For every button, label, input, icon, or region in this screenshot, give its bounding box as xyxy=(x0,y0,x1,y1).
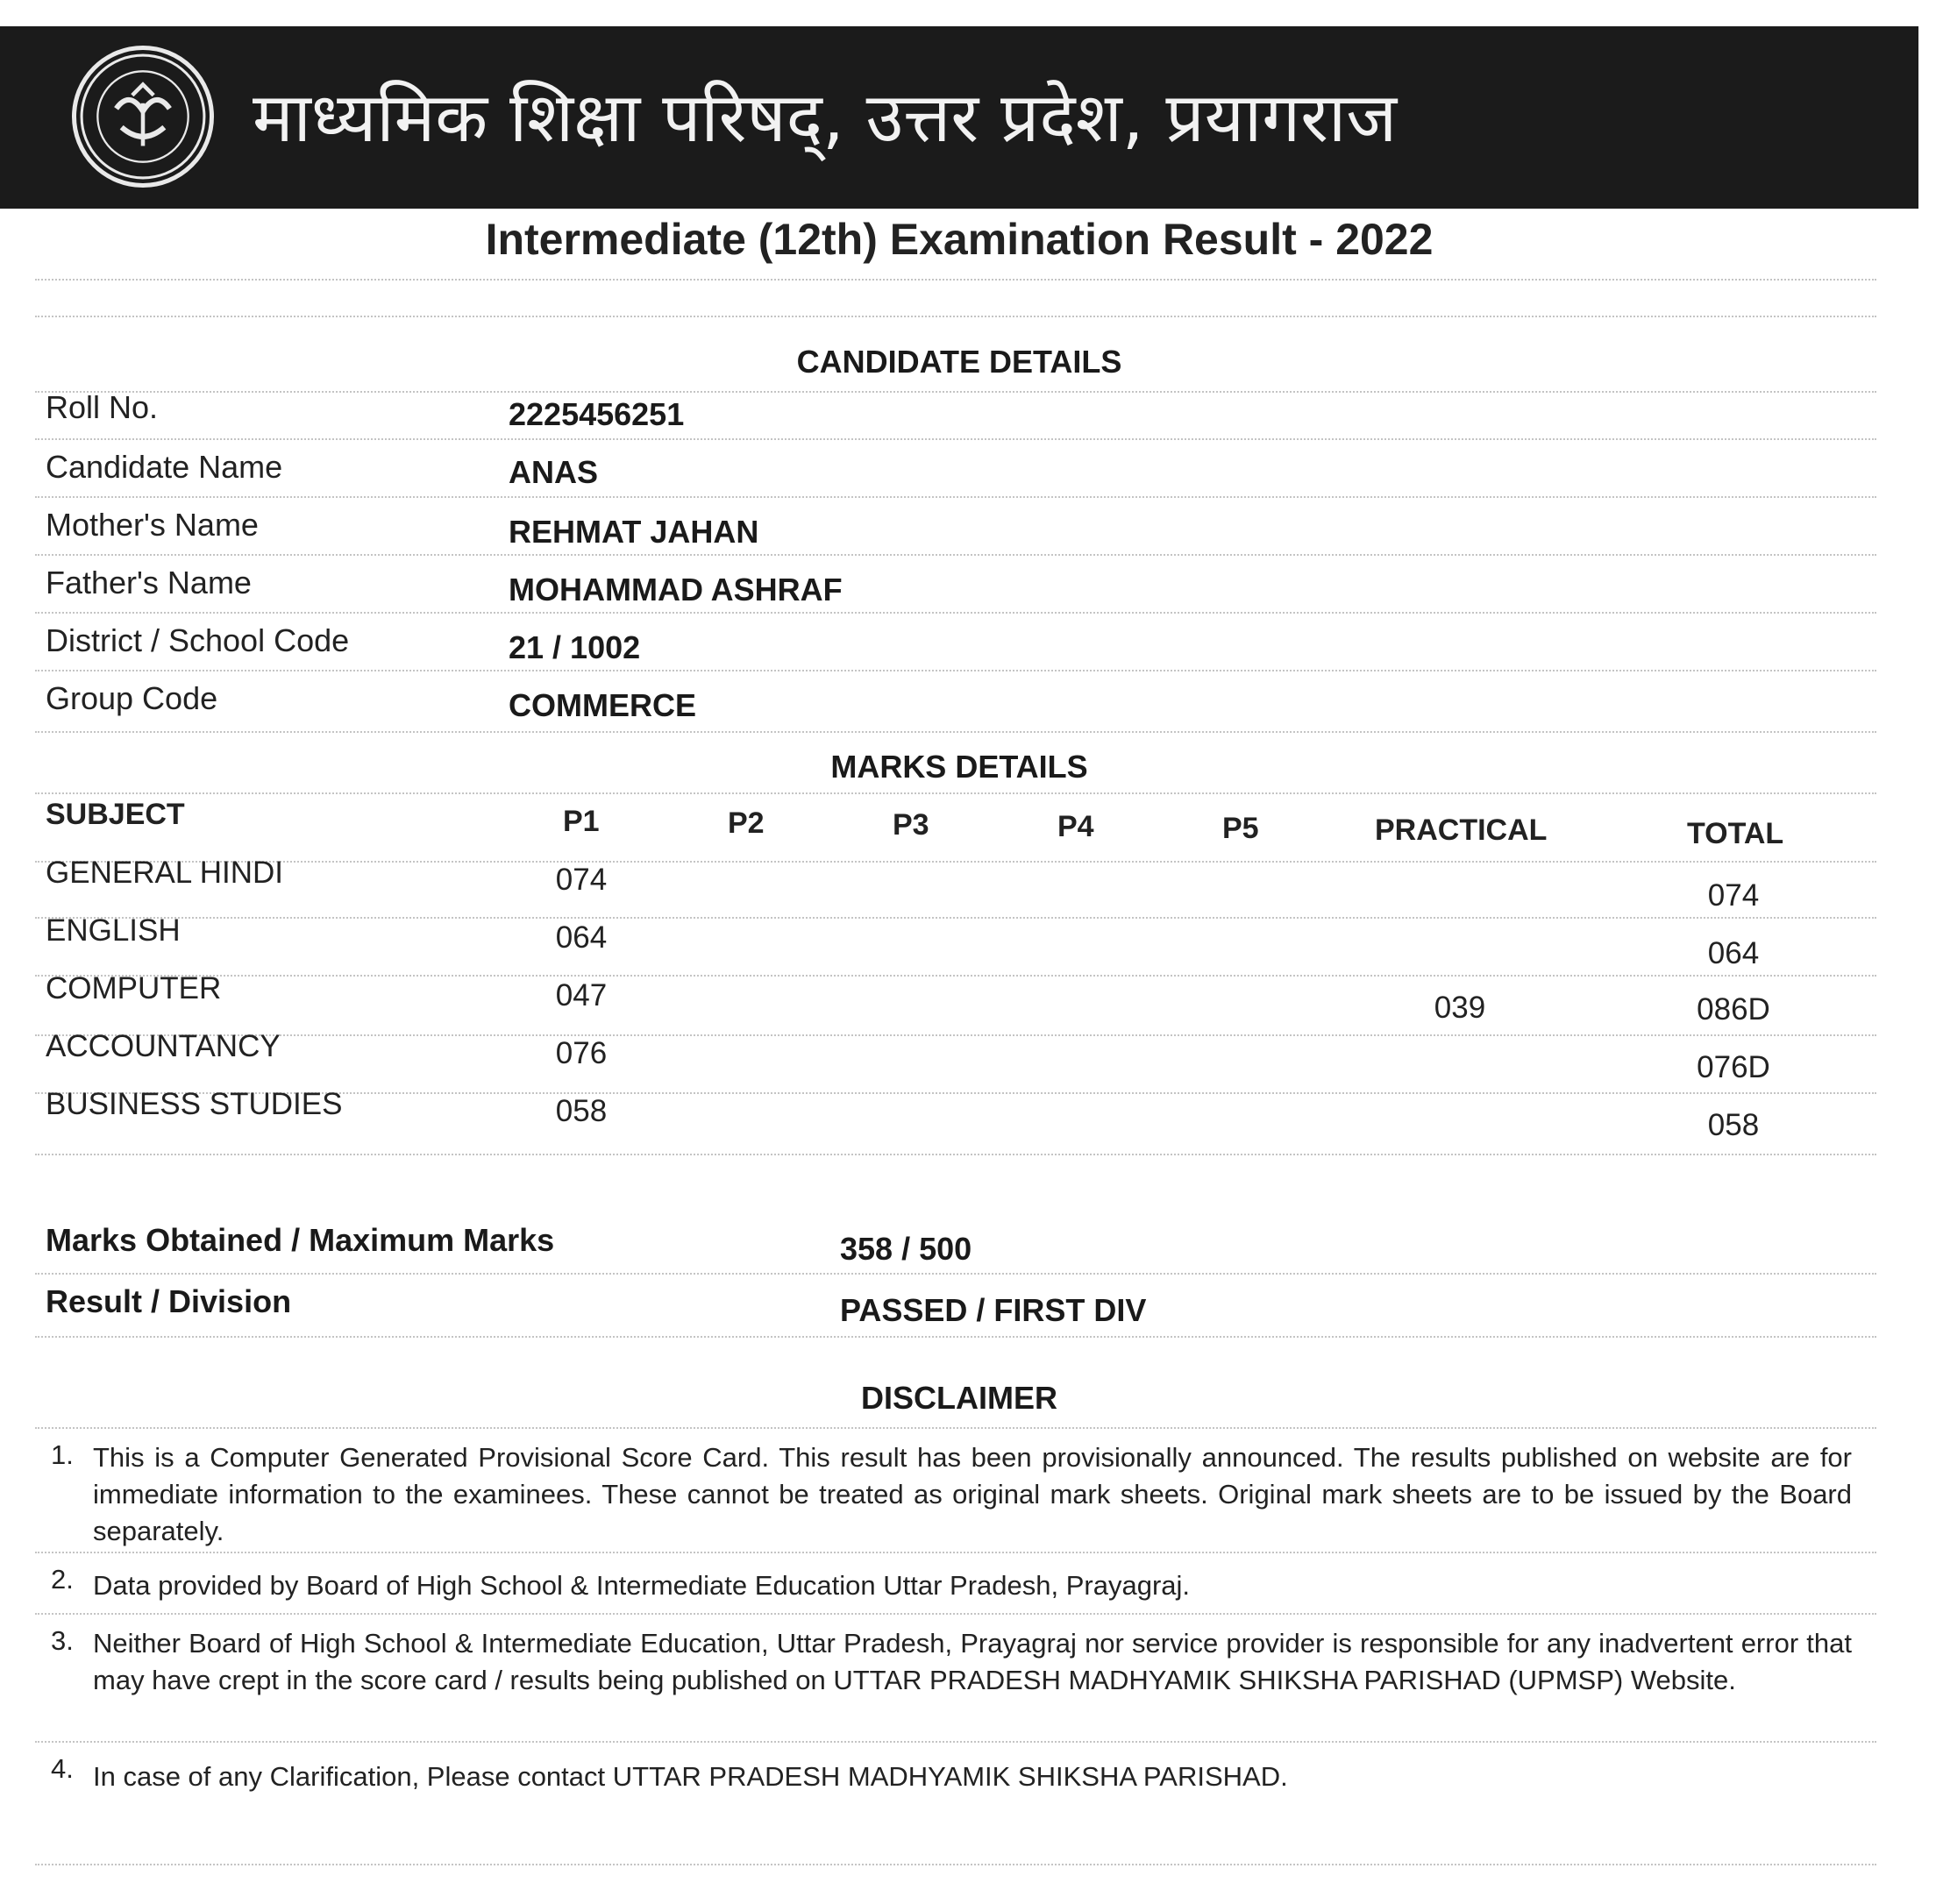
subject-name: COMPUTER xyxy=(46,971,222,1005)
candidate-name-value: ANAS xyxy=(509,454,599,490)
candidate-name-label: Candidate Name xyxy=(46,449,283,485)
mother-name-label: Mother's Name xyxy=(46,507,259,543)
col-header-p3: P3 xyxy=(893,808,929,842)
divider xyxy=(35,1741,1876,1743)
result-division-value: PASSED / FIRST DIV xyxy=(840,1292,1147,1328)
marks-obtained-value: 358 / 500 xyxy=(840,1231,972,1267)
roll-no-label: Roll No. xyxy=(46,389,159,425)
subject-name: BUSINESS STUDIES xyxy=(46,1087,343,1121)
divider xyxy=(35,792,1876,794)
father-name-value: MOHAMMAD ASHRAF xyxy=(509,572,843,607)
total-mark: 086D xyxy=(1697,992,1770,1027)
divider xyxy=(35,554,1876,556)
col-header-p2: P2 xyxy=(728,806,765,840)
divider xyxy=(35,612,1876,614)
disclaimer-text: Data provided by Board of High School & Intermediate Education Uttar Pradesh, Prayagraj. xyxy=(93,1570,1191,1601)
divider xyxy=(35,1864,1876,1865)
disclaimer-number: 4. xyxy=(51,1753,74,1784)
district-school-code-label: District / School Code xyxy=(46,622,350,658)
group-code-value: COMMERCE xyxy=(509,687,696,723)
col-header-total: TOTAL xyxy=(1687,817,1784,850)
divider xyxy=(35,1336,1876,1338)
disclaimer-number: 1. xyxy=(51,1439,74,1470)
col-header-practical: PRACTICAL xyxy=(1375,813,1548,847)
p1-mark: 076 xyxy=(555,1036,608,1070)
group-code-label: Group Code xyxy=(46,680,218,716)
subject-name: ACCOUNTANCY xyxy=(46,1029,281,1063)
subject-name: ENGLISH xyxy=(46,913,181,948)
practical-mark: 039 xyxy=(1434,991,1486,1025)
divider xyxy=(35,438,1876,440)
disclaimer-text: This is a Computer Generated Provisional Score Card. This result has been provisionally announced. The results published on website are for immediate information to the examinees. These cannot be treated as original mark sheets. Original mark sheets are to be issued by the Board separately. xyxy=(93,1442,1852,1546)
disclaimer-title: DISCLAIMER xyxy=(861,1380,1057,1416)
total-mark: 058 xyxy=(1707,1108,1760,1142)
father-name-label: Father's Name xyxy=(46,565,252,600)
divider xyxy=(35,316,1876,317)
candidate-details-title: CANDIDATE DETAILS xyxy=(796,344,1122,380)
divider xyxy=(35,975,1876,977)
mother-name-value: REHMAT JAHAN xyxy=(509,514,759,550)
divider xyxy=(35,1273,1876,1275)
col-header-p1: P1 xyxy=(563,805,600,838)
disclaimer-text: In case of any Clarification, Please contact UTTAR PRADESH MADHYAMIK SHIKSHA PARISHAD. xyxy=(93,1761,1288,1792)
up-emblem-logo xyxy=(72,46,214,188)
p1-mark: 058 xyxy=(555,1094,608,1128)
divider xyxy=(35,1034,1876,1036)
divider xyxy=(35,279,1876,281)
divider xyxy=(35,861,1876,863)
disclaimer-number: 3. xyxy=(51,1625,74,1656)
divider xyxy=(35,1154,1876,1155)
p1-mark: 074 xyxy=(555,863,608,897)
divider xyxy=(35,496,1876,498)
marks-details-title: MARKS DETAILS xyxy=(830,749,1088,785)
col-header-subject: SUBJECT xyxy=(46,798,185,831)
divider xyxy=(35,1427,1876,1429)
divider xyxy=(35,670,1876,671)
p1-mark: 064 xyxy=(555,920,608,955)
subject-name: GENERAL HINDI xyxy=(46,856,283,890)
exam-title: Intermediate (12th) Examination Result - 2022 xyxy=(485,215,1434,264)
col-header-p5: P5 xyxy=(1222,812,1259,845)
total-mark: 076D xyxy=(1697,1050,1770,1084)
total-mark: 064 xyxy=(1707,936,1760,970)
divider xyxy=(35,731,1876,733)
disclaimer-number: 2. xyxy=(51,1564,74,1595)
board-title: माध्यमिक शिक्षा परिषद्, उत्तर प्रदेश, प्रयागराज xyxy=(253,79,1398,158)
divider xyxy=(35,391,1876,393)
divider xyxy=(35,1613,1876,1615)
divider xyxy=(35,917,1876,919)
result-division-label: Result / Division xyxy=(46,1283,292,1319)
col-header-p4: P4 xyxy=(1057,810,1094,843)
district-school-code-value: 21 / 1002 xyxy=(509,629,641,665)
marks-obtained-label: Marks Obtained / Maximum Marks xyxy=(46,1222,555,1258)
disclaimer-text: Neither Board of High School & Intermediate Education, Uttar Pradesh, Prayagraj nor service provider is responsible for any inadvertent error that may have crept in the score card / results being published on UTTAR PRADESH MADHYAMIK SHIKSHA PARISHAD (UPMSP) Website. xyxy=(93,1628,1852,1695)
divider xyxy=(35,1552,1876,1553)
roll-no-value: 2225456251 xyxy=(509,396,685,432)
total-mark: 074 xyxy=(1707,878,1760,913)
p1-mark: 047 xyxy=(555,978,608,1012)
